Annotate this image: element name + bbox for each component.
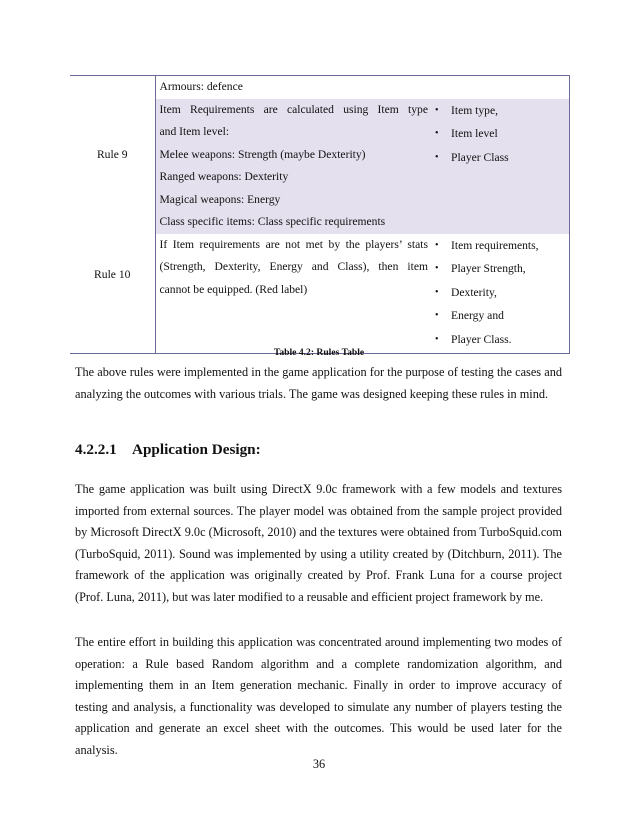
list-item — [432, 146, 569, 170]
rules-table — [70, 75, 570, 354]
list-item — [432, 281, 569, 305]
section-title: Application Design: — [132, 441, 261, 458]
section-number: 4.2.2.1 — [75, 441, 117, 458]
factor-text: Energy and — [451, 309, 504, 323]
factors-cell — [432, 99, 569, 234]
description-line: Melee weapons: Strength (maybe Dexterity) — [159, 147, 366, 161]
description-line: Magical weapons: Energy — [159, 192, 281, 206]
description-cell — [155, 76, 432, 99]
description-line: (Strength, Dexterity, Energy and Class), then item — [159, 260, 428, 273]
bullet-icon: • — [435, 263, 439, 275]
rule-cell — [70, 76, 155, 234]
factor-text: Player Strength, — [451, 262, 526, 276]
factor-text: Item type, — [451, 103, 499, 117]
rule-cell — [70, 234, 155, 354]
description-line: If Item requirements are not met by the players’ stats — [159, 237, 428, 251]
factors-list — [432, 234, 569, 352]
list-item — [432, 257, 569, 281]
description-line: Armours: defence — [159, 80, 243, 93]
factors-cell — [432, 76, 569, 99]
bullet-icon: • — [435, 128, 439, 140]
rule-label: Rule 10 — [94, 267, 131, 281]
list-item — [432, 234, 569, 258]
description-line: Item Requirements are calculated using Item type — [159, 102, 428, 116]
list-item — [432, 304, 569, 328]
table-row — [70, 234, 569, 354]
description-line: Ranged weapons: Dexterity — [159, 170, 289, 183]
list-item — [432, 122, 569, 146]
page-number: 36 — [312, 757, 326, 771]
factor-text: Item level — [451, 127, 498, 141]
bullet-icon: • — [435, 239, 439, 251]
table-caption: Table 4.2: Rules Table — [273, 347, 365, 358]
description-line: and Item level: — [159, 125, 230, 138]
factor-text: Player Class — [451, 150, 509, 164]
description-cell — [155, 234, 432, 354]
rule-label: Rule 9 — [96, 148, 128, 162]
bullet-icon: • — [435, 286, 439, 298]
list-item — [432, 99, 569, 123]
section-heading — [75, 441, 261, 459]
table-row — [70, 76, 569, 99]
bullet-icon: • — [435, 310, 439, 322]
factor-text: Player Class. — [451, 332, 512, 346]
bullet-icon: • — [435, 151, 439, 163]
description-cell — [155, 99, 432, 234]
bullet-icon: • — [435, 104, 439, 116]
paragraph: The above rules were implemented in the game application for the purpose of testing the cases and analyzing the outcomes with various trials. The game was designed keeping these rules in mind. — [75, 365, 562, 401]
bullet-icon: • — [435, 333, 439, 345]
description-line: cannot be equipped. (Red label) — [159, 282, 308, 296]
factors-list — [432, 99, 569, 170]
paragraph: The entire effort in building this application was concentrated around implementing two modes of operation: a Rule based Random algorithm and a complete randomization algorithm, and implementing them in an Item generation mechanic. Finally in order to improve accuracy of testing and analysis, a functionality was developed to simulate any number of players testing the application and generate an excel sheet with the outcomes. This would be used later for the analysis. — [75, 635, 562, 757]
factors-cell — [432, 234, 569, 354]
description-line: Class specific items: Class specific requirements — [159, 215, 386, 228]
factor-text: Item requirements, — [451, 238, 539, 252]
factor-text: Dexterity, — [451, 285, 497, 299]
paragraph: The game application was built using DirectX 9.0c framework with a few models and textures imported from external sources. The player model was obtained from the sample project provided by Microsoft DirectX 9.0c (Microsoft, 2010) and the textures were obtained from TurboSquid.com (TurboSquid, 2011). Sound was implemented by using a utility created by (Ditchburn, 2011). The framework of the application was originally created by Prof. Frank Luna for a course project (Prof. Luna, 2011), but was later modified to a reusable and efficient project framework by me. — [75, 482, 562, 604]
